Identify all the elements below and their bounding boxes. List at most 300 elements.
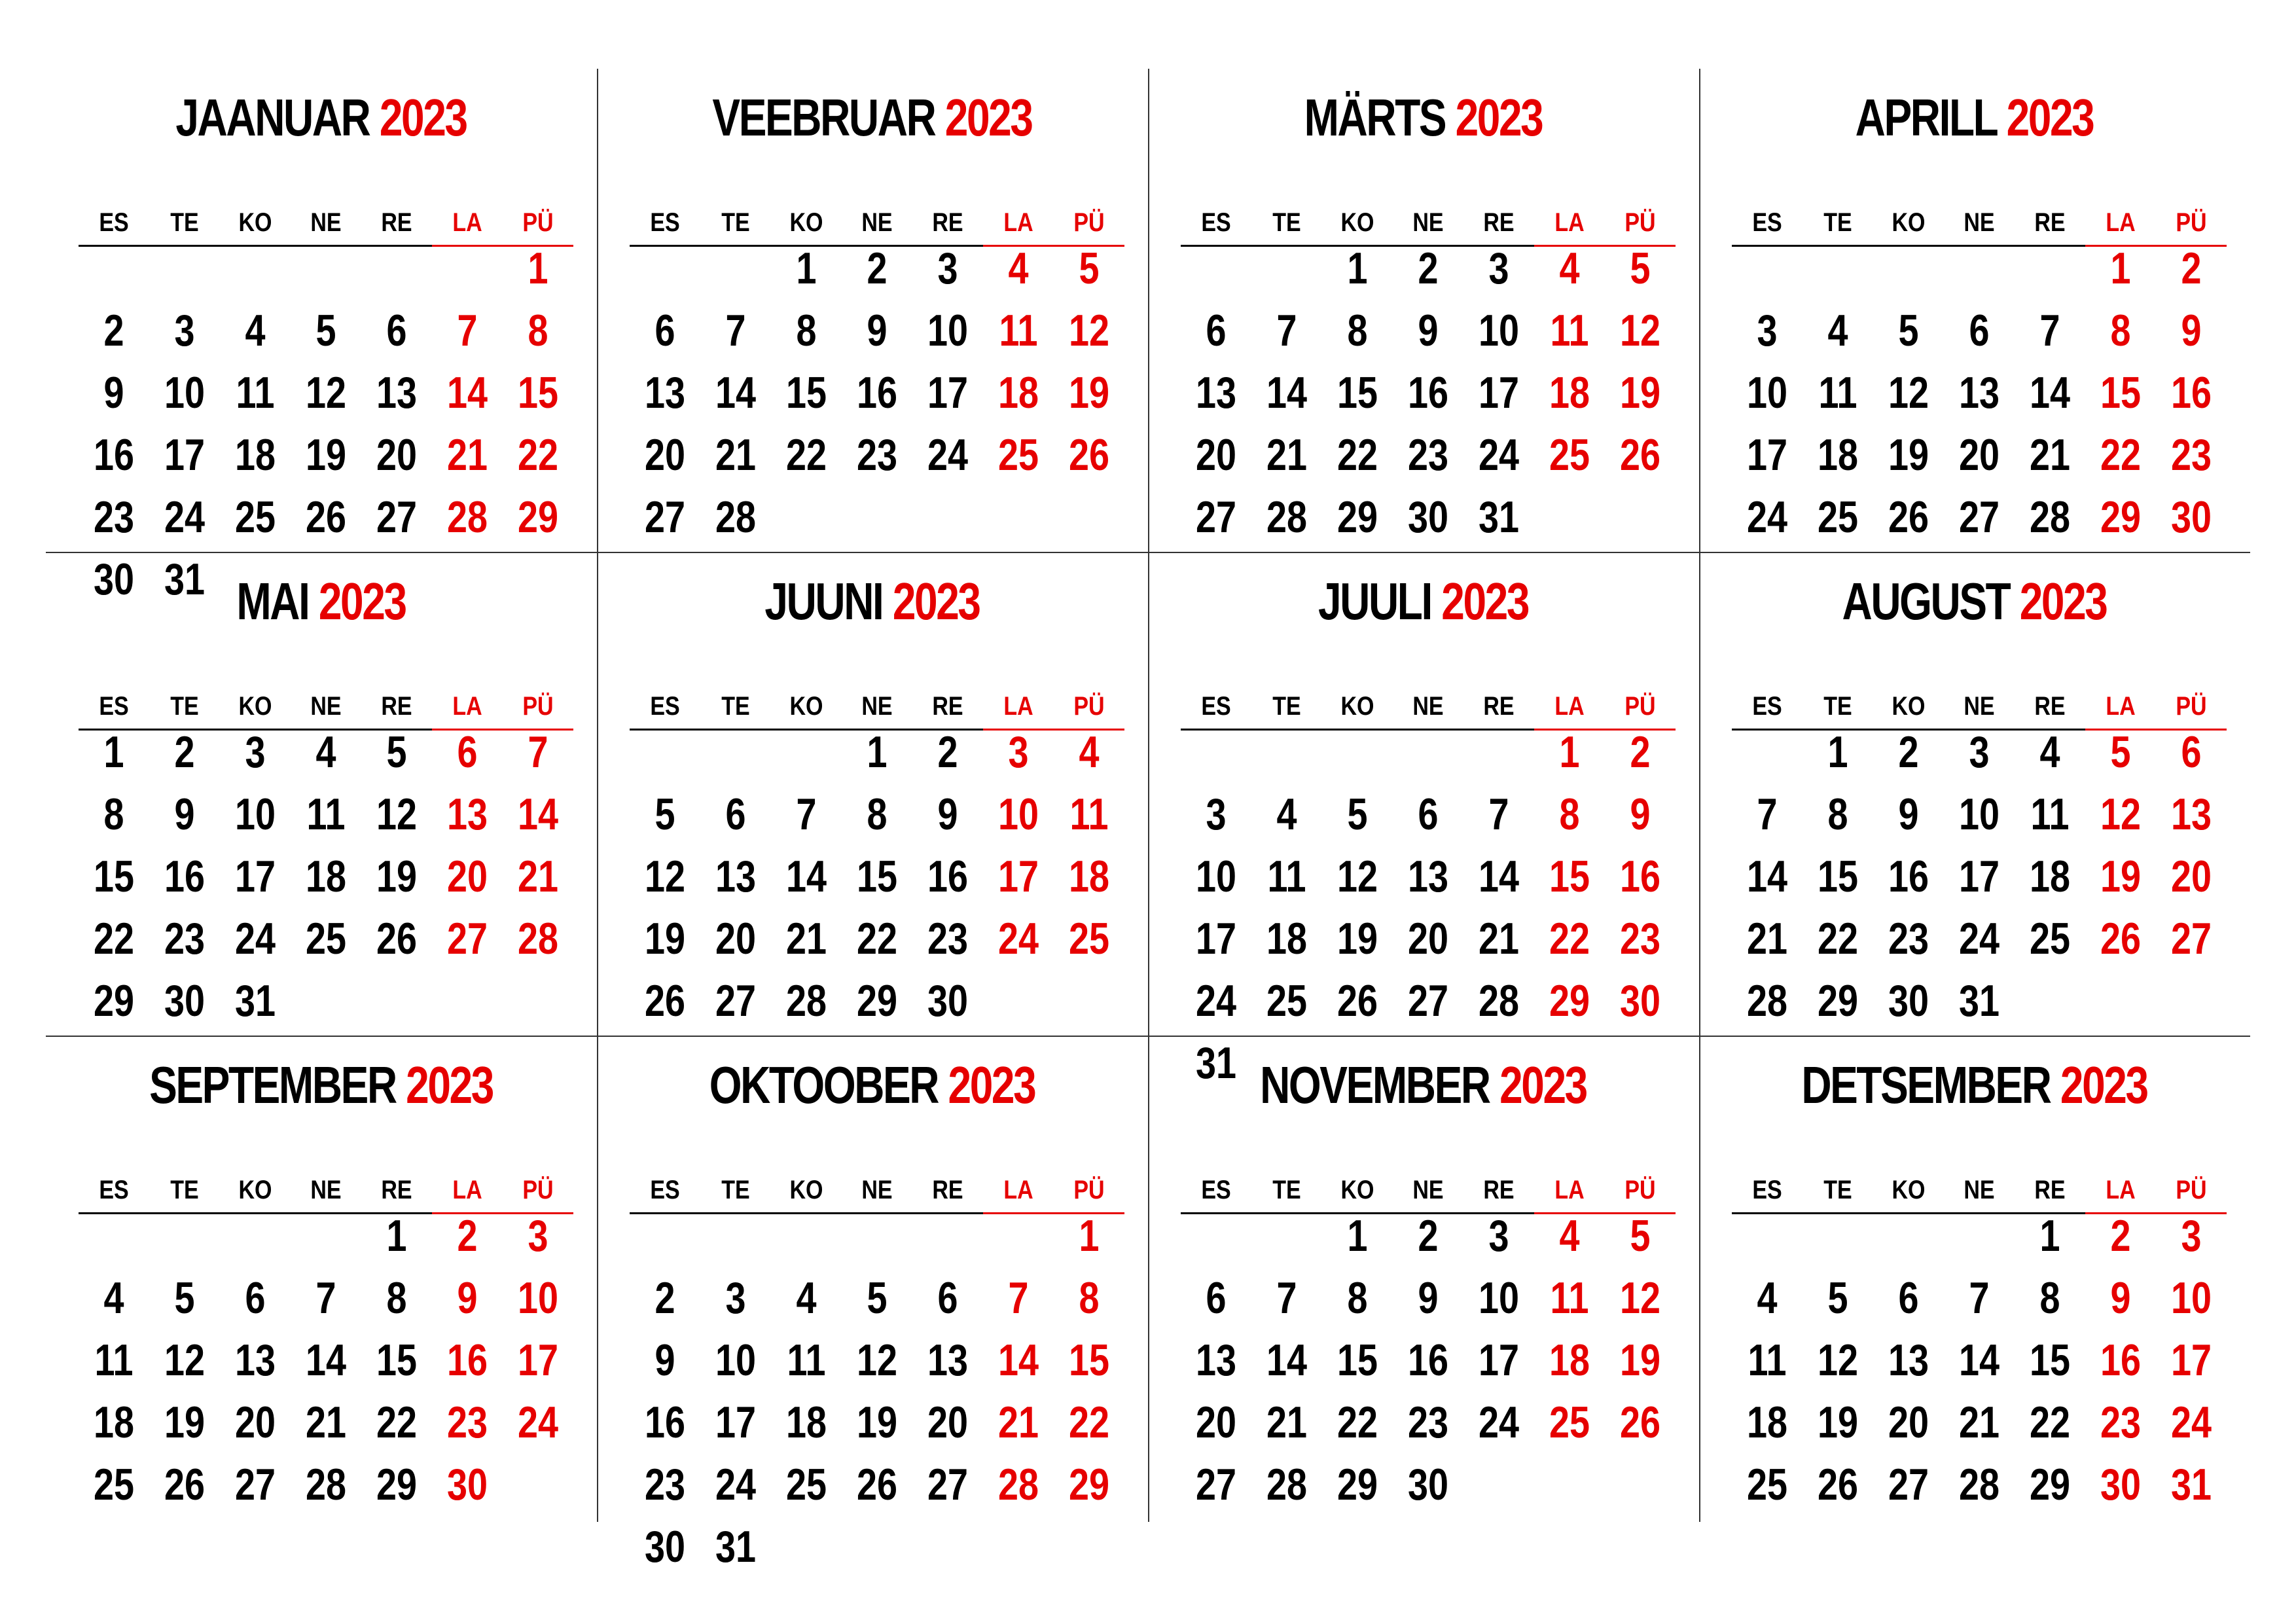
day-number: 26: [1817, 1460, 1859, 1509]
day-number: 20: [1407, 914, 1449, 964]
day-number: 30: [1407, 1460, 1449, 1509]
day-number: 24: [1746, 492, 1788, 542]
day-number: 24: [715, 1460, 757, 1509]
day-number: 28: [2029, 492, 2071, 542]
day-number: 31: [234, 976, 276, 1026]
day-number: 23: [1407, 430, 1449, 480]
month-block: [1699, 552, 2250, 1037]
day-number: 30: [93, 554, 135, 604]
weekday-label: RE: [381, 208, 412, 237]
day-number: 27: [715, 976, 757, 1026]
day-number: 12: [1888, 368, 1929, 418]
day-number: 24: [1478, 430, 1520, 480]
day-number: 4: [1008, 244, 1029, 293]
day-number: 16: [1407, 1335, 1449, 1385]
weekday-rule: [1181, 729, 1534, 731]
day-number: 17: [2170, 1335, 2212, 1385]
day-number: 24: [234, 914, 276, 964]
month-name: NOVEMBER: [1260, 1056, 1490, 1114]
day-number: 20: [1195, 430, 1237, 480]
day-number: 25: [234, 492, 276, 542]
day-number: 16: [1888, 852, 1929, 901]
day-number: 27: [1407, 976, 1449, 1026]
day-number: 5: [315, 306, 336, 355]
day-number: 26: [305, 492, 347, 542]
month-year: 2023: [2050, 1056, 2147, 1114]
day-number: 13: [376, 368, 418, 418]
day-number: 11: [236, 368, 275, 418]
day-number: 10: [1195, 852, 1237, 901]
day-number: 14: [1478, 852, 1520, 901]
weekday-label: RE: [1483, 1176, 1515, 1204]
day-number: 19: [1336, 914, 1378, 964]
weekday-label: PÜ: [1624, 1176, 1656, 1204]
day-number: 9: [655, 1335, 675, 1385]
day-number: 31: [2170, 1460, 2212, 1509]
day-number: 19: [1619, 368, 1661, 418]
month-name: MÄRTS: [1304, 88, 1446, 147]
month-title: [652, 552, 1092, 651]
day-number: 4: [796, 1273, 817, 1323]
month-title: [1203, 552, 1643, 651]
day-number: 25: [2029, 914, 2071, 964]
day-number: 29: [1336, 492, 1378, 542]
day-number: 4: [315, 727, 336, 777]
day-number: 21: [997, 1398, 1039, 1447]
weekday-label: KO: [789, 1176, 823, 1204]
day-number: 26: [1336, 976, 1378, 1026]
weekday-label: ES: [650, 1176, 680, 1204]
weekday-header: [1181, 1170, 1676, 1212]
day-number: 18: [1068, 852, 1110, 901]
day-number: 5: [867, 1273, 888, 1323]
day-number: 22: [376, 1398, 418, 1447]
weekday-label: ES: [1201, 1176, 1231, 1204]
day-number: 5: [1630, 244, 1651, 293]
day-number: 25: [1549, 1398, 1590, 1447]
weekday-header: [630, 1170, 1124, 1212]
day-number: 26: [644, 976, 686, 1026]
day-number: 11: [1748, 1335, 1787, 1385]
day-number: 5: [174, 1273, 195, 1323]
weekday-label: KO: [238, 1176, 272, 1204]
day-number: 17: [927, 368, 969, 418]
day-number: 7: [796, 789, 817, 839]
day-number: 13: [927, 1335, 969, 1385]
day-number: 29: [856, 976, 898, 1026]
day-number: 23: [1407, 1398, 1449, 1447]
weekday-label: PÜ: [2176, 1176, 2207, 1204]
day-number: 25: [1746, 1460, 1788, 1509]
day-number: 2: [655, 1273, 675, 1323]
day-number: 28: [715, 492, 757, 542]
day-number: 11: [2030, 789, 2070, 839]
day-number: 1: [103, 727, 124, 777]
month-block: [597, 552, 1147, 1037]
day-number: 4: [1827, 306, 1848, 355]
day-number: 12: [1817, 1335, 1859, 1385]
weekday-label: RE: [1483, 208, 1515, 237]
day-number: 11: [1267, 852, 1306, 901]
day-number: 4: [1079, 727, 1100, 777]
month-title: [1754, 552, 2195, 651]
day-number: 26: [1068, 430, 1110, 480]
day-number: 27: [1958, 492, 2000, 542]
weekday-label: TE: [170, 208, 199, 237]
weekday-label: LA: [2106, 692, 2136, 721]
day-number: 5: [1079, 244, 1100, 293]
day-number: 24: [927, 430, 969, 480]
day-number: 21: [2029, 430, 2071, 480]
month-block: [46, 552, 596, 1037]
day-number: 22: [785, 430, 827, 480]
day-number: 17: [1958, 852, 2000, 901]
day-number: 20: [2170, 852, 2212, 901]
weekday-label: NE: [310, 208, 342, 237]
day-number: 14: [1746, 852, 1788, 901]
day-number: 15: [1068, 1335, 1110, 1385]
day-number: 14: [1266, 1335, 1308, 1385]
day-number: 12: [305, 368, 347, 418]
weekday-label: KO: [1340, 692, 1374, 721]
day-number: 5: [655, 789, 675, 839]
day-number: 8: [2110, 306, 2131, 355]
day-number: 21: [1478, 914, 1520, 964]
weekday-label: RE: [381, 692, 412, 721]
day-number: 7: [2039, 306, 2060, 355]
day-number: 17: [1746, 430, 1788, 480]
day-number: 18: [1746, 1398, 1788, 1447]
weekday-label: TE: [1272, 692, 1301, 721]
day-number: 28: [1958, 1460, 2000, 1509]
weekday-label: RE: [2034, 1176, 2066, 1204]
day-number: 10: [1746, 368, 1788, 418]
day-number: 29: [1817, 976, 1859, 1026]
day-number: 10: [1478, 1273, 1520, 1323]
weekday-label: LA: [1003, 1176, 1033, 1204]
day-number: 18: [234, 430, 276, 480]
day-number: 15: [785, 368, 827, 418]
day-number: 16: [2170, 368, 2212, 418]
day-number: 16: [2100, 1335, 2142, 1385]
day-number: 9: [1418, 306, 1439, 355]
month-title: [101, 1036, 541, 1134]
day-number: 8: [1347, 306, 1368, 355]
month-year: 2023: [395, 1056, 493, 1114]
day-number: 14: [305, 1335, 347, 1385]
day-number: 29: [93, 976, 135, 1026]
day-number: 30: [164, 976, 206, 1026]
day-number: 3: [245, 727, 266, 777]
day-number: 15: [376, 1335, 418, 1385]
day-number: 4: [2039, 727, 2060, 777]
day-number: 24: [997, 914, 1039, 964]
day-number: 7: [1276, 1273, 1297, 1323]
weekday-label: LA: [2106, 1176, 2136, 1204]
month-year: 2023: [1489, 1056, 1587, 1114]
day-number: 23: [93, 492, 135, 542]
weekday-label: TE: [170, 692, 199, 721]
weekday-label: ES: [1752, 692, 1782, 721]
day-number: 2: [1898, 727, 1919, 777]
day-number: 2: [937, 727, 958, 777]
day-number: 11: [306, 789, 346, 839]
day-number: 22: [1068, 1398, 1110, 1447]
weekday-label: ES: [650, 692, 680, 721]
day-number: 12: [1619, 306, 1661, 355]
day-number: 20: [1888, 1398, 1929, 1447]
day-number: 8: [1347, 1273, 1368, 1323]
weekday-label: ES: [99, 208, 129, 237]
day-number: 25: [305, 914, 347, 964]
day-number: 28: [1478, 976, 1520, 1026]
weekday-label: RE: [381, 1176, 412, 1204]
day-number: 1: [1347, 244, 1368, 293]
day-number: 7: [725, 306, 746, 355]
day-number: 12: [644, 852, 686, 901]
day-number: 30: [927, 976, 969, 1026]
month-block: [597, 1036, 1147, 1572]
day-number: 23: [644, 1460, 686, 1509]
day-number: 1: [2039, 1211, 2060, 1261]
day-number: 31: [1958, 976, 2000, 1026]
day-number: 28: [997, 1460, 1039, 1509]
month-block: [1699, 69, 2250, 553]
day-number: 1: [1559, 727, 1580, 777]
day-number: 2: [1630, 727, 1651, 777]
day-number: 26: [1888, 492, 1929, 542]
day-number: 27: [234, 1460, 276, 1509]
weekday-label: TE: [721, 208, 750, 237]
day-number: 20: [376, 430, 418, 480]
day-number: 5: [1827, 1273, 1848, 1323]
day-number: 18: [93, 1398, 135, 1447]
day-number: 8: [796, 306, 817, 355]
day-number: 21: [446, 430, 488, 480]
day-number: 6: [725, 789, 746, 839]
day-number: 1: [1347, 1211, 1368, 1261]
weekday-label: TE: [721, 1176, 750, 1204]
weekday-label: TE: [1272, 1176, 1301, 1204]
day-number: 22: [1336, 430, 1378, 480]
weekday-label: NE: [861, 692, 893, 721]
weekday-label: PÜ: [1073, 208, 1105, 237]
weekday-header: [79, 203, 573, 245]
weekday-header: [1732, 203, 2227, 245]
day-number: 5: [1630, 1211, 1651, 1261]
month-year: 2023: [369, 88, 467, 147]
day-number: 2: [457, 1211, 478, 1261]
day-number: 9: [174, 789, 195, 839]
day-number: 19: [1888, 430, 1929, 480]
weekday-label: RE: [932, 1176, 963, 1204]
day-number: 30: [644, 1522, 686, 1572]
weekday-header: [1732, 687, 2227, 729]
weekday-label: LA: [1554, 692, 1585, 721]
day-number: 30: [2100, 1460, 2142, 1509]
month-name: APRILL: [1855, 88, 1997, 147]
day-number: 16: [927, 852, 969, 901]
day-number: 20: [715, 914, 757, 964]
day-number: 15: [517, 368, 559, 418]
weekday-label: RE: [932, 208, 963, 237]
day-number: 21: [1266, 430, 1308, 480]
weekday-label: LA: [1003, 692, 1033, 721]
day-number: 9: [1898, 789, 1919, 839]
day-number: 1: [386, 1211, 407, 1261]
weekday-label: PÜ: [2176, 692, 2207, 721]
day-number: 31: [1478, 492, 1520, 542]
day-number: 18: [1817, 430, 1859, 480]
day-number: 3: [725, 1273, 746, 1323]
month-block: [1699, 1036, 2250, 1521]
day-number: 20: [234, 1398, 276, 1447]
day-number: 3: [1488, 1211, 1509, 1261]
weekday-label: KO: [1892, 1176, 1926, 1204]
day-number: 24: [2170, 1398, 2212, 1447]
day-number: 13: [1888, 1335, 1929, 1385]
day-number: 7: [1276, 306, 1297, 355]
day-number: 14: [1266, 368, 1308, 418]
weekday-label: NE: [1964, 692, 1995, 721]
weekday-label: KO: [1892, 208, 1926, 237]
day-number: 30: [1619, 976, 1661, 1026]
month-year: 2023: [935, 88, 1032, 147]
weekday-rule: [630, 1212, 983, 1214]
day-number: 7: [528, 727, 548, 777]
day-number: 7: [1008, 1273, 1029, 1323]
day-number: 3: [2181, 1211, 2202, 1261]
weekday-label: PÜ: [522, 208, 554, 237]
day-number: 24: [1958, 914, 2000, 964]
day-number: 26: [1619, 1398, 1661, 1447]
weekday-label: ES: [1201, 692, 1231, 721]
day-number: 14: [517, 789, 559, 839]
day-number: 17: [234, 852, 276, 901]
day-number: 22: [93, 914, 135, 964]
month-title: [1203, 69, 1643, 167]
day-number: 4: [245, 306, 266, 355]
weekday-label: KO: [1340, 1176, 1374, 1204]
day-number: 20: [446, 852, 488, 901]
day-number: 14: [446, 368, 488, 418]
day-number: 9: [1418, 1273, 1439, 1323]
day-number: 4: [1276, 789, 1297, 839]
day-number: 10: [517, 1273, 559, 1323]
day-number: 4: [1559, 244, 1580, 293]
day-number: 23: [1888, 914, 1929, 964]
weekday-label: ES: [99, 1176, 129, 1204]
day-number: 24: [1195, 976, 1237, 1026]
weekday-label: LA: [452, 1176, 482, 1204]
day-number: 11: [94, 1335, 134, 1385]
weekday-header: [1181, 203, 1676, 245]
day-number: 6: [937, 1273, 958, 1323]
month-year: 2023: [2009, 572, 2107, 630]
day-number: 6: [1898, 1273, 1919, 1323]
day-number: 3: [174, 306, 195, 355]
day-number: 10: [164, 368, 206, 418]
day-number: 27: [644, 492, 686, 542]
day-number: 1: [2110, 244, 2131, 293]
day-number: 29: [376, 1460, 418, 1509]
day-number: 13: [1195, 1335, 1237, 1385]
day-number: 4: [1757, 1273, 1778, 1323]
weekday-label: ES: [1201, 208, 1231, 237]
month-year: 2023: [308, 572, 406, 630]
day-number: 25: [1817, 492, 1859, 542]
day-number: 21: [785, 914, 827, 964]
day-number: 9: [2181, 306, 2202, 355]
day-number: 8: [1827, 789, 1848, 839]
day-number: 10: [234, 789, 276, 839]
month-year: 2023: [938, 1056, 1035, 1114]
day-number: 3: [1488, 244, 1509, 293]
month-name: JUUNI: [764, 572, 883, 630]
day-number: 2: [1418, 244, 1439, 293]
month-title: [1754, 69, 2195, 167]
day-number: 16: [164, 852, 206, 901]
day-number: 18: [1266, 914, 1308, 964]
day-number: 21: [1958, 1398, 2000, 1447]
day-number: 3: [1757, 306, 1778, 355]
day-number: 6: [1206, 306, 1227, 355]
day-number: 1: [528, 244, 548, 293]
month-name: SEPTEMBER: [149, 1056, 396, 1114]
day-number: 12: [376, 789, 418, 839]
day-number: 26: [856, 1460, 898, 1509]
day-number: 6: [1418, 789, 1439, 839]
weekday-label: NE: [1964, 208, 1995, 237]
day-number: 2: [1418, 1211, 1439, 1261]
day-number: 6: [2181, 727, 2202, 777]
day-number: 2: [2110, 1211, 2131, 1261]
day-number: 22: [2100, 430, 2142, 480]
day-number: 2: [2181, 244, 2202, 293]
day-number: 9: [1630, 789, 1651, 839]
day-number: 9: [457, 1273, 478, 1323]
weekday-label: LA: [1554, 1176, 1585, 1204]
day-number: 6: [457, 727, 478, 777]
month-name: JUULI: [1318, 572, 1431, 630]
weekday-label: TE: [1272, 208, 1301, 237]
day-number: 31: [1195, 1038, 1237, 1088]
day-number: 21: [305, 1398, 347, 1447]
day-number: 26: [376, 914, 418, 964]
day-number: 14: [715, 368, 757, 418]
day-number: 12: [1068, 306, 1110, 355]
day-number: 19: [856, 1398, 898, 1447]
month-year: 2023: [1431, 572, 1529, 630]
weekday-label: PÜ: [1624, 692, 1656, 721]
day-number: 11: [1550, 306, 1589, 355]
weekday-label: ES: [1752, 208, 1782, 237]
weekday-rule: [79, 245, 432, 247]
day-number: 19: [644, 914, 686, 964]
day-number: 17: [1478, 1335, 1520, 1385]
day-number: 6: [245, 1273, 266, 1323]
day-number: 18: [305, 852, 347, 901]
day-number: 29: [1549, 976, 1590, 1026]
day-number: 27: [927, 1460, 969, 1509]
day-number: 17: [1478, 368, 1520, 418]
day-number: 22: [1336, 1398, 1378, 1447]
month-title: [652, 1036, 1092, 1134]
day-number: 13: [1195, 368, 1237, 418]
weekday-header: [1181, 687, 1676, 729]
month-year: 2023: [882, 572, 980, 630]
month-title: [101, 552, 541, 651]
